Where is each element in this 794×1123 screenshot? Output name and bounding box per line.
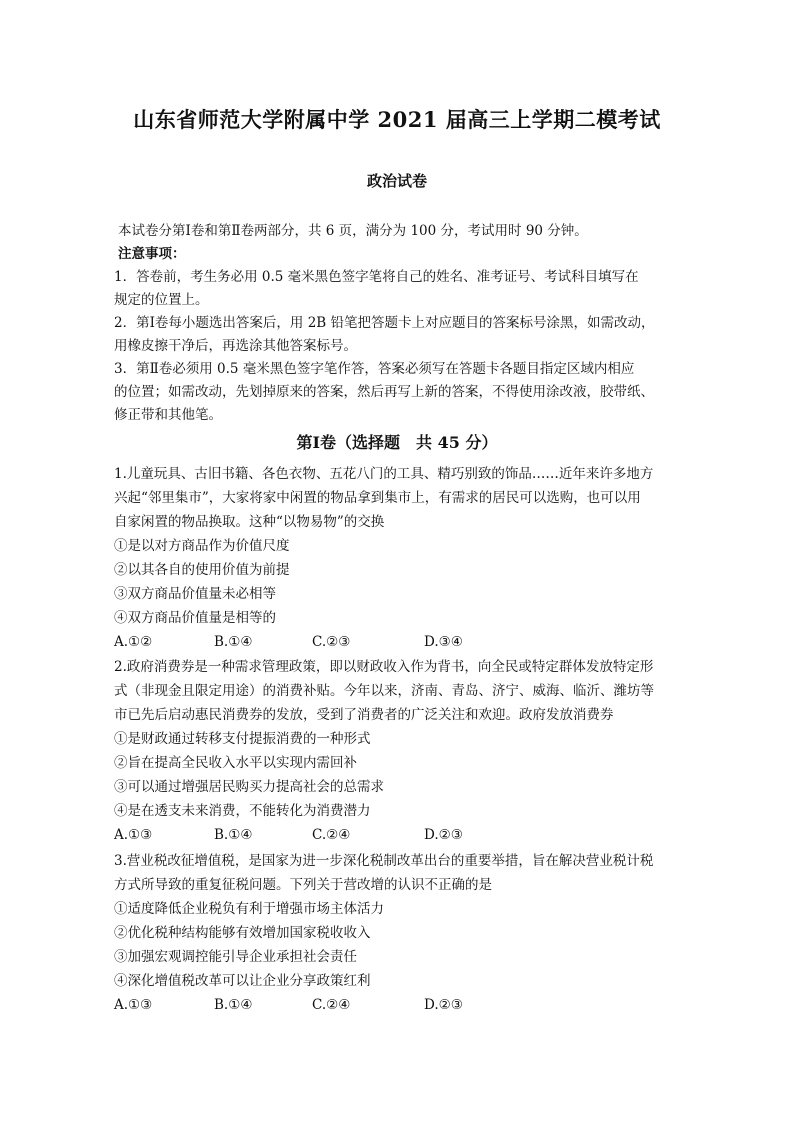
instructions-intro: 本试卷分第Ⅰ卷和第Ⅱ卷两部分，共 6 页，满分为 100 分，考试用时 90 分钟。 — [118, 223, 588, 239]
question-stem-line: 3.营业税改征增值税，是国家为进一步深化税制改革出台的重要举措，旨在解决营业税计税 — [114, 853, 654, 869]
answer-options — [114, 823, 690, 847]
option-d: D.②③ — [424, 997, 463, 1013]
option-c: C.②③ — [312, 634, 351, 650]
notice-item-1-line-2: 规定的位置上。 — [114, 292, 209, 308]
notice-item-1-line-1: 1．答卷前，考生务必用 0.5 毫米黑色签字笔将自己的姓名、准考证号、考试科目填写在 — [114, 269, 639, 285]
option-b: B.①④ — [214, 634, 253, 650]
question-stem-line: 1.儿童玩具、古旧书籍、各色衣物、五花八门的工具、精巧别致的饰品……近年来许多地方 — [114, 466, 654, 482]
notice-item-3-line-3: 修正带和其他笔。 — [114, 407, 222, 423]
option-b: B.①④ — [214, 997, 253, 1013]
option-a: A.①③ — [114, 827, 153, 843]
answer-options — [114, 993, 690, 1017]
section-title: 第Ⅰ卷（选择题 共 45 分） — [296, 433, 498, 452]
question-statement: ②旨在提高全民收入水平以实现内需回补 — [114, 755, 357, 771]
exam-subject: 政治试卷 — [366, 172, 427, 190]
notice-item-2-line-2: 用橡皮擦干净后，再选涂其他答案标号。 — [114, 338, 357, 354]
question-2 — [114, 655, 690, 847]
option-d: D.③④ — [424, 634, 463, 650]
question-statement: ③可以通过增强居民购买力提高社会的总需求 — [114, 779, 384, 795]
question-statement: ①是财政通过转移支付提振消费的一种形式 — [114, 731, 371, 747]
option-b: B.①④ — [214, 827, 253, 843]
option-c: C.②④ — [312, 827, 351, 843]
question-statement: ④双方商品价值量是相等的 — [114, 610, 276, 626]
notice-item-3-line-1: 3．第Ⅱ卷必须用 0.5 毫米黑色签字笔作答，答案必须写在答题卡各题目指定区域内相应 — [114, 361, 635, 377]
question-stem-line: 市已先后启动惠民消费券的发放，受到了消费者的广泛关注和欢迎。政府发放消费券 — [114, 707, 614, 723]
question-statement: ①适度降低企业税负有利于增强市场主体活力 — [114, 901, 384, 917]
question-stem-line: 兴起“邻里集市”，大家将家中闲置的物品拿到集市上，有需求的居民可以选购，也可以用 — [114, 490, 641, 506]
question-statement: ②以其各自的使用价值为前提 — [114, 562, 290, 578]
exam-title: 山东省师范大学附属中学 2021 届高三上学期二模考试 — [133, 107, 661, 132]
question-statement: ④是在透支未来消费，不能转化为消费潜力 — [114, 803, 371, 819]
question-1 — [114, 462, 690, 654]
option-d: D.②③ — [424, 827, 463, 843]
question-statement: ③双方商品价值量未必相等 — [114, 586, 276, 602]
question-stem-line: 方式所导致的重复征税问题。下列关于营改增的认识不正确的是 — [114, 877, 492, 893]
question-statement: ④深化增值税改革可以让企业分享政策红利 — [114, 973, 371, 989]
notice-heading: 注意事项： — [118, 246, 186, 262]
question-statement: ③加强宏观调控能引导企业承担社会责任 — [114, 949, 357, 965]
question-stem-line: 自家闲置的物品换取。这种“以物易物”的交换 — [114, 514, 385, 530]
answer-options — [114, 630, 690, 654]
question-3 — [114, 849, 690, 1017]
option-a: A.①③ — [114, 997, 153, 1013]
instructions — [114, 220, 684, 427]
option-c: C.②④ — [312, 997, 351, 1013]
question-stem-line: 式（非现金且限定用途）的消费补贴。今年以来，济南、青岛、济宁、威海、临沂、潍坊等 — [114, 683, 654, 699]
notice-item-3-line-2: 的位置；如需改动，先划掉原来的答案，然后再写上新的答案，不得使用涂改液，胶带纸、 — [114, 384, 654, 400]
option-a: A.①② — [114, 634, 153, 650]
notice-item-2-line-1: 2．第Ⅰ卷每小题选出答案后，用 2B 铅笔把答题卡上对应题目的答案标号涂黑，如需改动， — [114, 315, 655, 331]
question-stem-line: 2.政府消费券是一种需求管理政策，即以财政收入作为背书，向全民或特定群体发放特定形 — [114, 659, 654, 675]
question-statement: ②优化税种结构能够有效增加国家税收收入 — [114, 925, 371, 941]
question-statement: ①是以对方商品作为价值尺度 — [114, 538, 290, 554]
